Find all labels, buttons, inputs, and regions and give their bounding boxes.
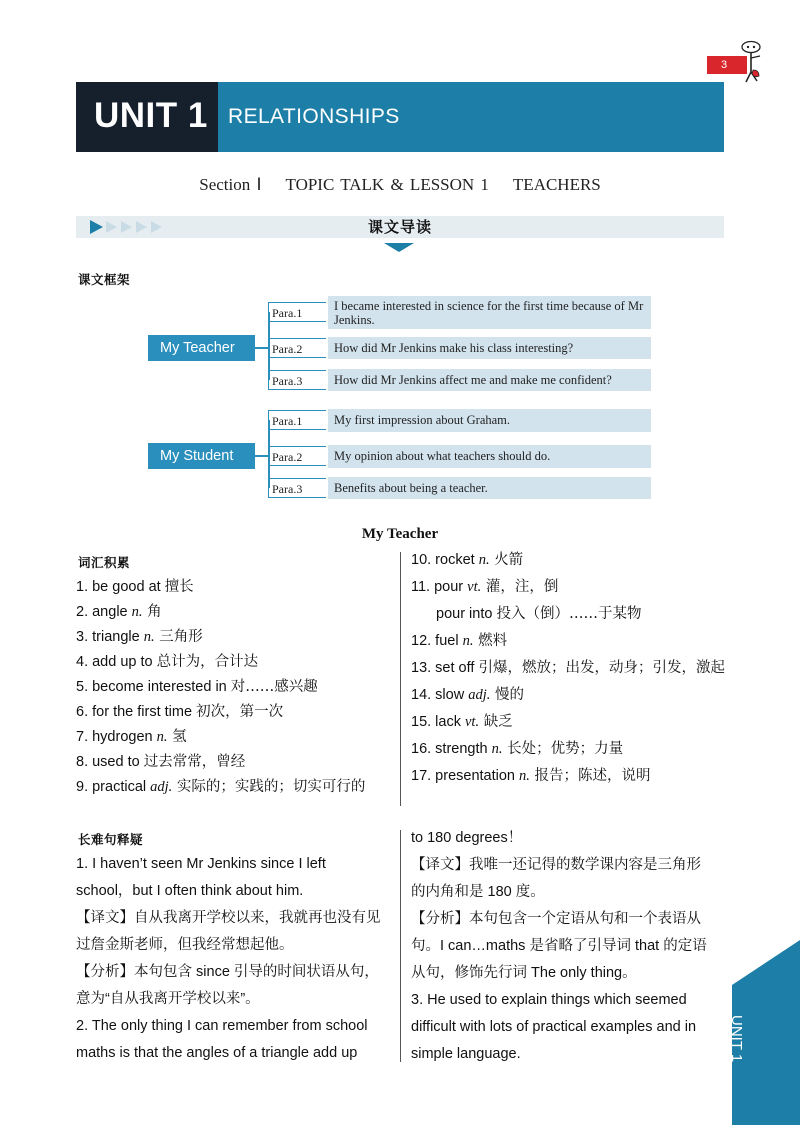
para-summary: How did Mr Jenkins affect me and make me confident? bbox=[328, 369, 651, 391]
vocab-heading: 词汇积累 bbox=[78, 555, 131, 570]
vocab-item bbox=[76, 775, 365, 800]
vocab-item bbox=[76, 625, 203, 650]
unit-topic: RELATIONSHIPS bbox=[228, 105, 400, 128]
vocab-item bbox=[411, 575, 558, 600]
vocab-item bbox=[76, 750, 245, 775]
sentence-line: 从句，修饰先行词 The only thing。 bbox=[411, 965, 637, 981]
para-label: Para.2 bbox=[272, 342, 303, 356]
vocab-pos: n. bbox=[519, 768, 530, 784]
vocab-meaning: 总计为，合计达 bbox=[156, 654, 259, 670]
vocab-meaning: 灌，注，倒 bbox=[481, 579, 559, 595]
vocab-item bbox=[76, 725, 187, 750]
vocab-item bbox=[411, 548, 523, 573]
vocab-term: 16. strength bbox=[411, 741, 492, 757]
vocab-meaning: 引爆，燃放；出发，动身；引发，激起 bbox=[478, 660, 725, 676]
section-topic: TOPIC TALK & LESSON 1 bbox=[285, 175, 489, 194]
section-title bbox=[0, 175, 800, 195]
vocab-term: 17. presentation bbox=[411, 768, 520, 784]
vocab-pos: adj. bbox=[150, 779, 173, 795]
mascot-icon bbox=[736, 40, 764, 84]
para-summary: My opinion about what teachers should do. bbox=[328, 445, 651, 468]
vocab-pos: vt. bbox=[465, 714, 480, 730]
unit-side-label: UNIT 1 bbox=[728, 1015, 745, 1063]
vocab-item bbox=[411, 710, 513, 735]
framework-main-box: My Student bbox=[148, 443, 255, 469]
vocab-item bbox=[411, 656, 725, 681]
vocab-meaning: 过去常常，曾经 bbox=[143, 754, 246, 770]
vocab-meaning: 长处；优势；力量 bbox=[502, 741, 624, 757]
vocab-meaning: 初次，第一次 bbox=[196, 704, 284, 720]
vocab-term: 13. set off bbox=[411, 660, 479, 676]
section-name: Section Ⅰ bbox=[199, 175, 262, 194]
column-divider bbox=[400, 552, 401, 806]
column-divider bbox=[400, 830, 401, 1062]
vocab-item bbox=[76, 700, 283, 725]
vocab-term: 11. pour bbox=[411, 579, 468, 595]
vocab-meaning: 角 bbox=[142, 604, 162, 620]
connector-line bbox=[255, 455, 268, 457]
vocab-term: 5. become interested in bbox=[76, 679, 231, 695]
vocab-pos: n. bbox=[156, 729, 168, 745]
vocab-term: 3. triangle bbox=[76, 629, 144, 645]
para-summary: How did Mr Jenkins make his class interesting? bbox=[328, 337, 651, 359]
unit-banner bbox=[76, 82, 724, 152]
vocab-item bbox=[76, 650, 258, 675]
para-label: Para.2 bbox=[272, 450, 303, 464]
vocab-meaning: 对……感兴趣 bbox=[230, 679, 318, 695]
framework-main-box: My Teacher bbox=[148, 335, 255, 361]
sentence-line: 3. He used to explain things which seemed bbox=[411, 992, 687, 1008]
vocab-item bbox=[76, 675, 318, 700]
vocab-term: 14. slow bbox=[411, 687, 469, 703]
vocab-meaning: 燃料 bbox=[473, 633, 508, 649]
vocab-pos: adj. bbox=[468, 687, 491, 703]
vocab-pos: vt. bbox=[467, 579, 482, 595]
vocab-pos: n. bbox=[462, 633, 474, 649]
vocab-term: 4. add up to bbox=[76, 654, 157, 670]
sentence-line: simple language. bbox=[411, 1046, 521, 1062]
vocab-term: 8. used to bbox=[76, 754, 144, 770]
para-label: Para.1 bbox=[272, 414, 303, 428]
vocab-item bbox=[436, 602, 641, 627]
text-title: My Teacher bbox=[361, 526, 439, 542]
vocab-term: 1. be good at bbox=[76, 579, 165, 595]
sentence-line: 句。I can…maths 是省略了引导词 that 的定语 bbox=[411, 938, 707, 954]
sentence-line: 【分析】本句包含一个定语从句和一个表语从 bbox=[411, 911, 701, 927]
sentence-line: 【译文】自从我离开学校以来，我就再也没有见 bbox=[76, 910, 381, 926]
reading-guide-bar bbox=[76, 216, 724, 238]
vocab-meaning: 三角形 bbox=[154, 629, 203, 645]
vocab-meaning: 慢的 bbox=[490, 687, 524, 703]
sentence-line: maths is that the angles of a triangle add up bbox=[76, 1045, 358, 1061]
sentence-line: 的内角和是 180 度。 bbox=[411, 884, 545, 900]
vocab-item bbox=[76, 575, 194, 600]
vocab-term: 12. fuel bbox=[411, 633, 463, 649]
vocab-term: 6. for the first time bbox=[76, 704, 197, 720]
para-summary: I became interested in science for the first time because of Mr Jenkins. bbox=[328, 296, 651, 329]
vocab-item bbox=[411, 764, 651, 789]
sentence-line: 1. I haven’t seen Mr Jenkins since I left bbox=[76, 856, 326, 872]
framework-heading: 课文框架 bbox=[78, 272, 131, 287]
vocab-term: 10. rocket bbox=[411, 552, 479, 568]
sentence-line: 【译文】我唯一还记得的数学课内容是三角形 bbox=[411, 857, 701, 873]
vocab-meaning: 报告；陈述，说明 bbox=[529, 768, 651, 784]
sentence-line: to 180 degrees！ bbox=[411, 830, 523, 846]
vocab-item bbox=[76, 600, 162, 625]
section-subject: TEACHERS bbox=[512, 175, 601, 194]
sentence-line: school，but I often think about him. bbox=[76, 883, 304, 899]
sentences-heading: 长难句释疑 bbox=[78, 832, 144, 847]
down-triangle-icon bbox=[384, 243, 414, 252]
vocab-term: pour into bbox=[436, 606, 497, 622]
vocab-meaning: 氢 bbox=[167, 729, 187, 745]
vocab-pos: n. bbox=[143, 629, 155, 645]
para-summary: Benefits about being a teacher. bbox=[328, 477, 651, 499]
sentence-line: 过詹金斯老师，但我经常想起他。 bbox=[76, 937, 294, 953]
vocab-term: 2. angle bbox=[76, 604, 132, 620]
vocab-term: 9. practical bbox=[76, 779, 151, 795]
sentence-line: difficult with lots of practical examples and in bbox=[411, 1019, 697, 1035]
unit-label: UNIT 1 bbox=[94, 96, 208, 135]
vocab-pos: n. bbox=[478, 552, 490, 568]
vocab-term: 15. lack bbox=[411, 714, 465, 730]
vocab-term: 7. hydrogen bbox=[76, 729, 157, 745]
unit-label-block bbox=[76, 82, 218, 152]
vocab-item bbox=[411, 629, 507, 654]
sentence-line: 2. The only thing I can remember from school bbox=[76, 1018, 368, 1034]
vocab-meaning: 缺乏 bbox=[479, 714, 513, 730]
vocab-meaning: 火箭 bbox=[489, 552, 524, 568]
sentence-line: 【分析】本句包含 since 引导的时间状语从句， bbox=[76, 964, 379, 980]
vocab-meaning: 擅长 bbox=[164, 579, 194, 595]
vocab-meaning: 投入（倒）……于某物 bbox=[496, 606, 642, 622]
vocab-meaning: 实际的；实践的；切实可行的 bbox=[172, 779, 366, 795]
reading-guide-title: 课文导读 bbox=[367, 218, 432, 236]
connector-line bbox=[255, 347, 268, 349]
sentence-line: 意为“自从我离开学校以来”。 bbox=[76, 991, 260, 1007]
para-label: Para.3 bbox=[272, 482, 303, 496]
para-summary: My first impression about Graham. bbox=[328, 409, 651, 432]
page-number: 3 bbox=[720, 59, 728, 71]
para-label: Para.3 bbox=[272, 374, 303, 388]
vocab-pos: n. bbox=[131, 604, 143, 620]
para-label: Para.1 bbox=[272, 306, 303, 320]
vocab-pos: n. bbox=[491, 741, 503, 757]
vocab-item bbox=[411, 737, 623, 762]
vocab-item bbox=[411, 683, 524, 708]
